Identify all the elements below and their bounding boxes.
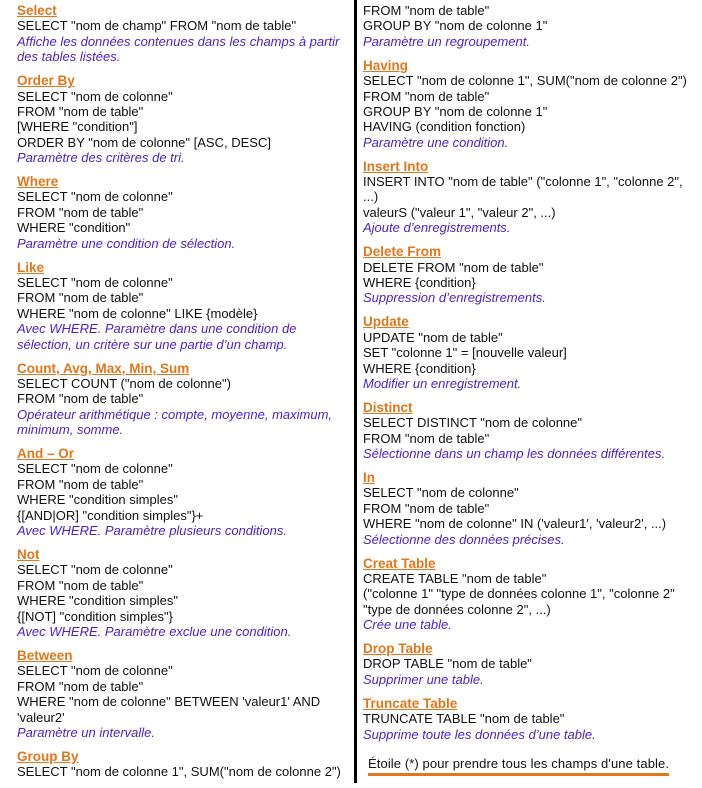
section-title: In: [363, 469, 375, 485]
section-title: Like: [17, 259, 45, 275]
code-line: FROM "nom de table": [17, 577, 144, 593]
section-drop-table: [363, 641, 699, 687]
description-line: Sélectionne des données précises.: [363, 531, 565, 547]
section-update: [363, 314, 699, 391]
code-line: "type de données colonne 2", ...): [363, 601, 551, 617]
code-line: CREATE TABLE "nom de table": [363, 570, 547, 586]
section-order-by: [17, 73, 353, 165]
section-title: Where: [17, 174, 59, 190]
code-line: UPDATE "nom de table": [363, 329, 503, 345]
section-insert-into: [363, 159, 699, 236]
code-line: 'valeur2': [17, 709, 65, 725]
code-line: SELECT "nom de colonne": [17, 663, 173, 679]
section-title: Truncate Table: [363, 695, 458, 711]
code-line: SET "colonne 1" = [nouvelle valeur]: [363, 345, 567, 361]
section-title: Drop Table: [363, 641, 433, 657]
code-line: {[NOT] "condition simples"}: [17, 608, 173, 624]
code-line: DELETE FROM "nom de table": [363, 259, 544, 275]
code-line: DROP TABLE "nom de table": [363, 656, 532, 672]
description-line: Suppression d’enregistrements.: [363, 290, 546, 306]
code-line: TRUNCATE TABLE "nom de table": [363, 711, 565, 727]
code-line: INSERT INTO "nom de table" ("colonne 1", "colonne 2",: [363, 174, 683, 190]
section-title: Update: [363, 314, 409, 330]
description-line: Avec WHERE. Paramètre plusieurs conditions.: [17, 523, 287, 539]
section-title: Order By: [17, 73, 75, 89]
section-title: Between: [17, 647, 73, 663]
code-line: SELECT "nom de colonne 1", SUM("nom de colonne 2"): [17, 764, 341, 780]
description-line: Sélectionne dans un champ les données différentes.: [363, 446, 666, 462]
section-and-or: [17, 446, 353, 538]
code-line: SELECT DISTINCT "nom de colonne": [363, 415, 583, 431]
code-line: FROM "nom de table": [17, 204, 144, 220]
code-line: WHERE {condition}: [363, 360, 476, 376]
section-creat-table: [363, 556, 699, 633]
description-line: Supprimer une table.: [363, 671, 484, 687]
code-line: [WHERE "condition"]: [17, 119, 138, 135]
section-select: [17, 3, 353, 65]
section-continued: [363, 3, 699, 49]
code-line: SELECT "nom de colonne": [17, 88, 173, 104]
description-line: Avec WHERE. Paramètre exclue une condition.: [17, 624, 292, 640]
section-in: [363, 470, 699, 547]
code-line: WHERE "nom de colonne" IN ('valeur1', 'valeur2', ...): [363, 516, 667, 532]
section-group-by: [17, 749, 353, 780]
code-line: valeurS ("valeur 1", "valeur 2", ...): [363, 204, 556, 220]
code-line: GROUP BY "nom de colonne 1": [363, 103, 548, 119]
code-line: WHERE "nom de colonne" BETWEEN 'valeur1' AND: [17, 694, 321, 710]
left-column: [17, 3, 353, 788]
description-line: Supprime toute les données d’une table.: [363, 726, 596, 742]
section-title: Not: [17, 547, 40, 562]
section-count-avg-max-min-sum: [17, 361, 353, 438]
description-line: Avec WHERE. Paramètre dans une condition de: [17, 321, 297, 337]
code-line: FROM "nom de table": [17, 103, 144, 119]
footer-note: Étoile (*) pour prendre tous les champs d'une table.: [368, 756, 669, 776]
code-line: WHERE {condition}: [363, 275, 476, 290]
description-line: Paramètre une condition de sélection.: [17, 235, 236, 251]
code-line: {[AND|OR] "condition simples"}+: [17, 507, 204, 523]
section-delete-from: [363, 244, 699, 306]
description-line: Affiche les données contenues dans les champs à partir: [17, 33, 340, 49]
code-line: FROM "nom de table": [17, 290, 144, 306]
section-between: [17, 648, 353, 740]
code-line: SELECT COUNT ("nom de colonne"): [17, 375, 231, 391]
section-title: Group By: [17, 748, 79, 764]
code-line: ...): [363, 189, 379, 205]
description-line: Paramètre un intervalle.: [17, 724, 156, 740]
code-line: SELECT "nom de champ" FROM "nom de table": [17, 18, 297, 34]
code-line: ("colonne 1" "type de données colonne 1", "colonne 2": [363, 586, 675, 602]
column-divider: [354, 0, 357, 783]
description-line: Modifier un enregistrement.: [363, 375, 522, 391]
code-line: FROM "nom de table": [363, 3, 490, 18]
section-title: Count, Avg, Max, Min, Sum: [17, 360, 190, 376]
code-line: WHERE "condition simples": [17, 492, 178, 508]
description-line: Paramètre des critères de tri.: [17, 150, 185, 166]
code-line: SELECT "nom de colonne": [17, 189, 173, 205]
description-line: Opérateur arithmétique : compte, moyenne, maximum,: [17, 406, 333, 422]
description-line: Ajoute d’enregistrements.: [363, 220, 511, 236]
code-line: WHERE "condition": [17, 220, 131, 236]
section-truncate-table: [363, 696, 699, 742]
code-line: FROM "nom de table": [17, 391, 144, 407]
section-title: And – Or: [17, 446, 75, 462]
section-distinct: [363, 400, 699, 462]
section-having: [363, 58, 699, 150]
description-line: sélection, un critère sur une partie d’un champ.: [17, 336, 288, 352]
code-line: SELECT "nom de colonne": [17, 461, 173, 477]
code-line: SELECT "nom de colonne": [363, 485, 519, 501]
description-line: Paramètre un regroupement.: [363, 33, 530, 49]
code-line: WHERE "condition simples": [17, 593, 178, 609]
section-title: Distinct: [363, 399, 413, 415]
description-line: Crée une table.: [363, 617, 452, 633]
section-title: Having: [363, 57, 409, 73]
code-line: FROM "nom de table": [363, 88, 490, 104]
section-title: Creat Table: [363, 555, 436, 571]
code-line: FROM "nom de table": [363, 430, 490, 446]
section-title: Insert Into: [363, 158, 429, 174]
code-line: FROM "nom de table": [17, 476, 144, 492]
description-line: des tables listées.: [17, 49, 121, 65]
code-line: SELECT "nom de colonne": [17, 562, 173, 578]
right-column: [363, 3, 699, 750]
section-title: Delete From: [363, 244, 442, 260]
description-line: Paramètre une condition.: [363, 134, 509, 150]
code-line: GROUP BY "nom de colonne 1": [363, 18, 548, 34]
section-not: [17, 547, 353, 639]
description-line: minimum, somme.: [17, 422, 124, 438]
code-line: FROM "nom de table": [363, 500, 490, 516]
code-line: FROM "nom de table": [17, 678, 144, 694]
code-line: ORDER BY "nom de colonne" [ASC, DESC]: [17, 134, 271, 150]
code-line: HAVING (condition fonction): [363, 119, 526, 135]
code-line: WHERE "nom de colonne" LIKE {modèle}: [17, 305, 258, 321]
section-title: Select: [17, 3, 57, 18]
code-line: SELECT "nom de colonne 1", SUM("nom de colonne 2"): [363, 73, 687, 89]
section-like: [17, 260, 353, 352]
code-line: SELECT "nom de colonne": [17, 275, 173, 290]
section-where: [17, 174, 353, 251]
